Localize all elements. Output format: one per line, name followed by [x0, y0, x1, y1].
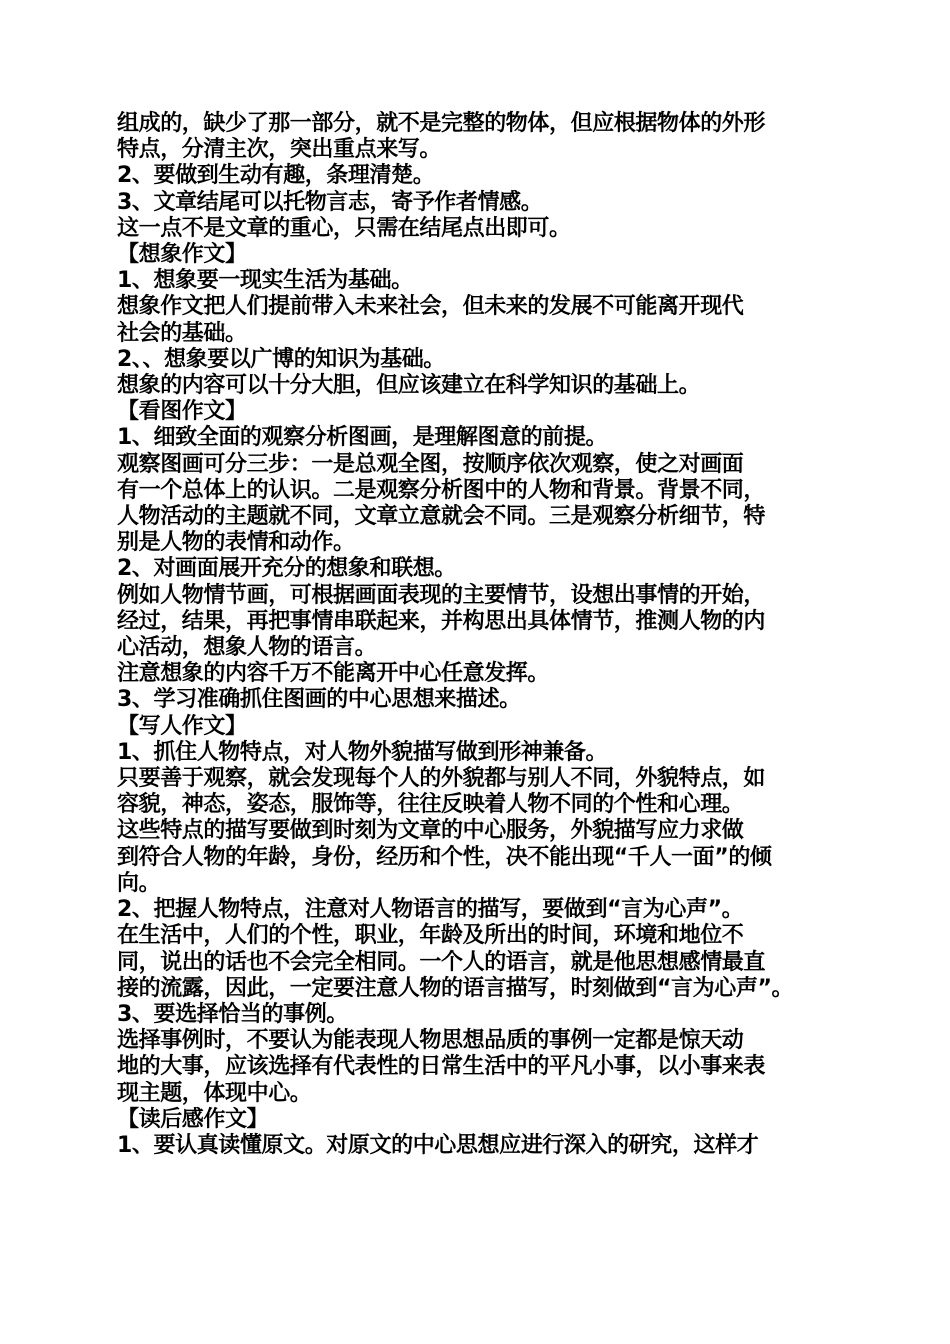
- section-heading: 【想象作文】: [117, 242, 247, 268]
- text-line: 2、、想象要以广博的知识为基础。: [117, 346, 445, 372]
- text-line: 3、要选择恰当的事例。: [117, 1001, 348, 1027]
- text-line: 想象的内容可以十分大胆，但应该建立在科学知识的基础上。: [117, 373, 701, 399]
- text-line: 别是人物的表情和动作。: [117, 530, 355, 556]
- text-line: 容貌，神态，姿态，服饰等，往往反映着人物不同的个性和心理。: [117, 792, 744, 818]
- text-line: 现主题，体现中心。: [117, 1080, 312, 1106]
- text-line: 2、对画面展开充分的想象和联想。: [117, 556, 456, 582]
- text-line: 3、文章结尾可以托物言志，寄予作者情感。: [117, 189, 543, 215]
- text-line: 心活动，想象人物的语言。: [117, 635, 377, 661]
- text-line: 只要善于观察，就会发现每个人的外貌都与别人不同，外貌特点，如: [117, 766, 766, 792]
- text-line: 人物活动的主题就不同，文章立意就会不同。三是观察分析细节，特: [117, 504, 766, 530]
- text-line: 在生活中，人们的个性，职业，年龄及所出的时间，环境和地位不: [117, 923, 744, 949]
- text-line: 特点，分清主次，突出重点来写。: [117, 137, 442, 163]
- section-heading: 【看图作文】: [117, 399, 247, 425]
- text-line: 1、想象要一现实生活为基础。: [117, 268, 413, 294]
- text-line: 例如人物情节画，可根据画面表现的主要情节，设想出事情的开始，: [117, 582, 766, 608]
- text-line: 社会的基础。: [117, 320, 247, 346]
- document-body: [117, 111, 842, 1159]
- text-line: 有一个总体上的认识。二是观察分析图中的人物和背景。背景不同，: [117, 477, 766, 503]
- section-heading: 【写人作文】: [117, 713, 247, 739]
- text-line: 这一点不是文章的重心，只需在结尾点出即可。: [117, 215, 571, 241]
- text-line: 同，说出的话也不会完全相同。一个人的语言，就是他思想感情最直: [117, 949, 766, 975]
- text-line: 向。: [117, 870, 161, 896]
- text-line: 1、细致全面的观察分析图画，是理解图意的前提。: [117, 425, 608, 451]
- text-line: 3、学习准确抓住图画的中心思想来描述。: [117, 687, 521, 713]
- text-line: 地的大事，应该选择有代表性的日常生活中的平凡小事，以小事来表: [117, 1054, 766, 1080]
- text-line: 2、要做到生动有趣，条理清楚。: [117, 163, 435, 189]
- text-line: 组成的，缺少了那一部分，就不是完整的物体，但应根据物体的外形: [117, 111, 766, 136]
- text-line: 注意想象的内容千万不能离开中心任意发挥。: [117, 661, 550, 687]
- text-line: 到符合人物的年龄，身份，经历和个性，决不能出现“千人一面”的倾: [117, 844, 772, 870]
- text-line: 选择事例时，不要认为能表现人物思想品质的事例一定都是惊天动: [117, 1028, 744, 1054]
- text-line: 接的流露，因此，一定要注意人物的语言描写，时刻做到“言为心声”。: [117, 975, 794, 1001]
- section-heading: 【读后感作文】: [117, 1106, 269, 1132]
- text-line: 1、抓住人物特点，对人物外貌描写做到形神兼备。: [117, 739, 608, 765]
- text-line: 观察图画可分三步：一是总观全图，按顺序依次观察，使之对画面: [117, 451, 744, 477]
- text-line: 这些特点的描写要做到时刻为文章的中心服务，外貌描写应力求做: [117, 818, 744, 844]
- text-line: 1、要认真读懂原文。对原文的中心思想应进行深入的研究，这样才: [117, 1132, 759, 1158]
- text-line: 经过，结果，再把事情串联起来，并构思出具体情节，推测人物的内: [117, 608, 766, 634]
- text-line: 想象作文把人们提前带入未来社会，但未来的发展不可能离开现代: [117, 294, 744, 320]
- text-line: 2、把握人物特点，注意对人物语言的描写，要做到“言为心声”。: [117, 897, 744, 923]
